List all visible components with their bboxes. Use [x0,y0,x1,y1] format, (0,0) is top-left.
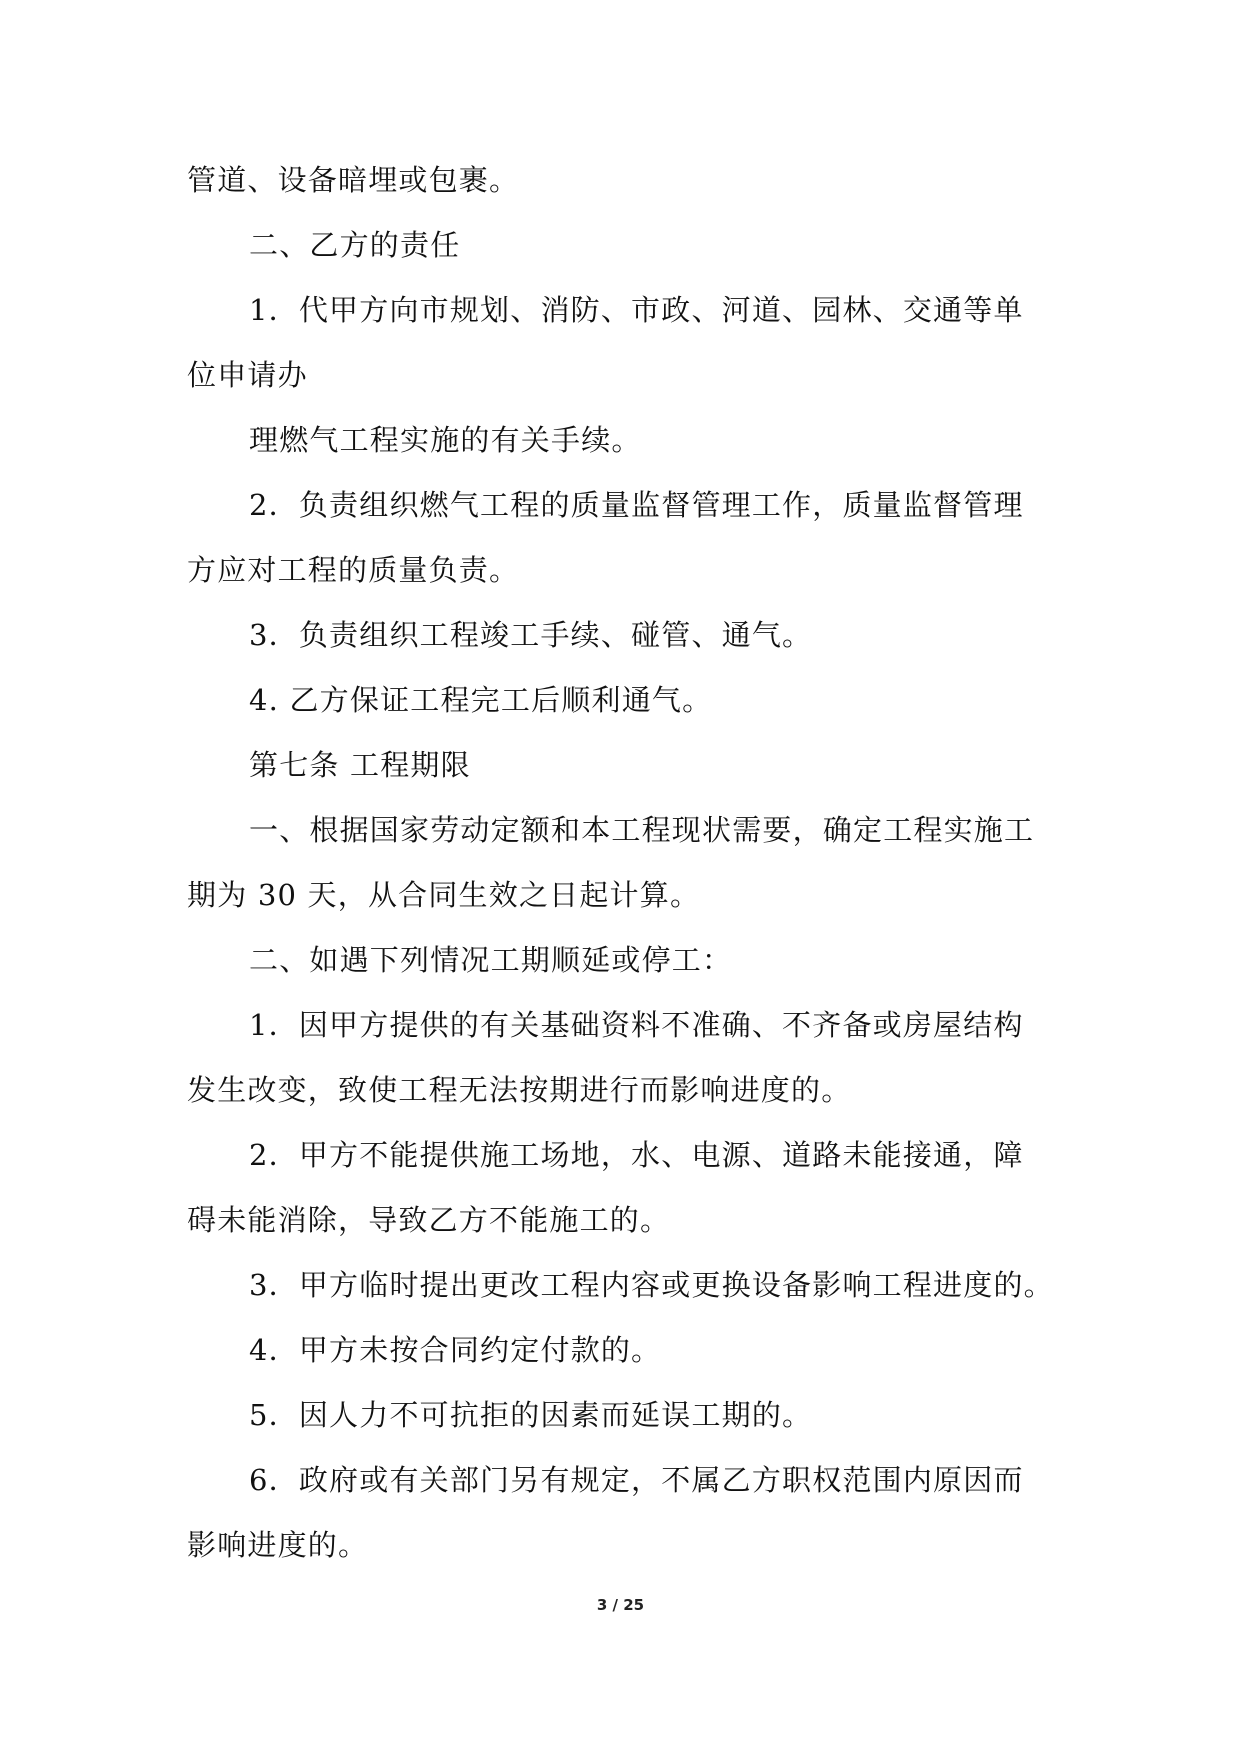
text-line: 1．因甲方提供的有关基础资料不准确、不齐备或房屋结构 [249,1008,1024,1042]
text-line: 管道、设备暗埋或包裹。 [187,163,520,197]
text-line: 3．负责组织工程竣工手续、碰管、通气。 [249,618,813,652]
text-line: 1．代甲方向市规划、消防、市政、河道、园林、交通等单 [249,293,1024,327]
article-heading: 第七条 工程期限 [249,748,471,782]
text-line: 位申请办 [187,358,308,392]
text-line: 期为 30 天，从合同生效之日起计算。 [187,878,701,912]
text-line: 4．甲方未按合同约定付款的。 [249,1333,662,1367]
text-line: 4. 乙方保证工程完工后顺利通气。 [249,683,713,717]
text-line: 影响进度的。 [187,1528,369,1562]
section-heading: 二、如遇下列情况工期顺延或停工： [249,943,733,977]
text-line: 方应对工程的质量负责。 [187,553,520,587]
text-line: 碍未能消除，导致乙方不能施工的。 [187,1203,671,1237]
text-line: 3．甲方临时提出更改工程内容或更换设备影响工程进度的。 [249,1268,1054,1302]
text-line: 一、根据国家劳动定额和本工程现状需要，确定工程实施工 [249,813,1035,847]
text-line: 2．负责组织燃气工程的质量监督管理工作，质量监督管理 [249,488,1024,522]
text-line: 2．甲方不能提供施工场地，水、电源、道路未能接通，障 [249,1138,1024,1172]
text-line: 理燃气工程实施的有关手续。 [249,423,642,457]
section-heading: 二、乙方的责任 [249,228,461,262]
text-line: 5．因人力不可抗拒的因素而延误工期的。 [249,1398,813,1432]
text-line: 发生改变，致使工程无法按期进行而影响进度的。 [187,1073,852,1107]
page-number: 3 / 25 [596,1596,645,1614]
text-line: 6．政府或有关部门另有规定，不属乙方职权范围内原因而 [249,1463,1024,1497]
